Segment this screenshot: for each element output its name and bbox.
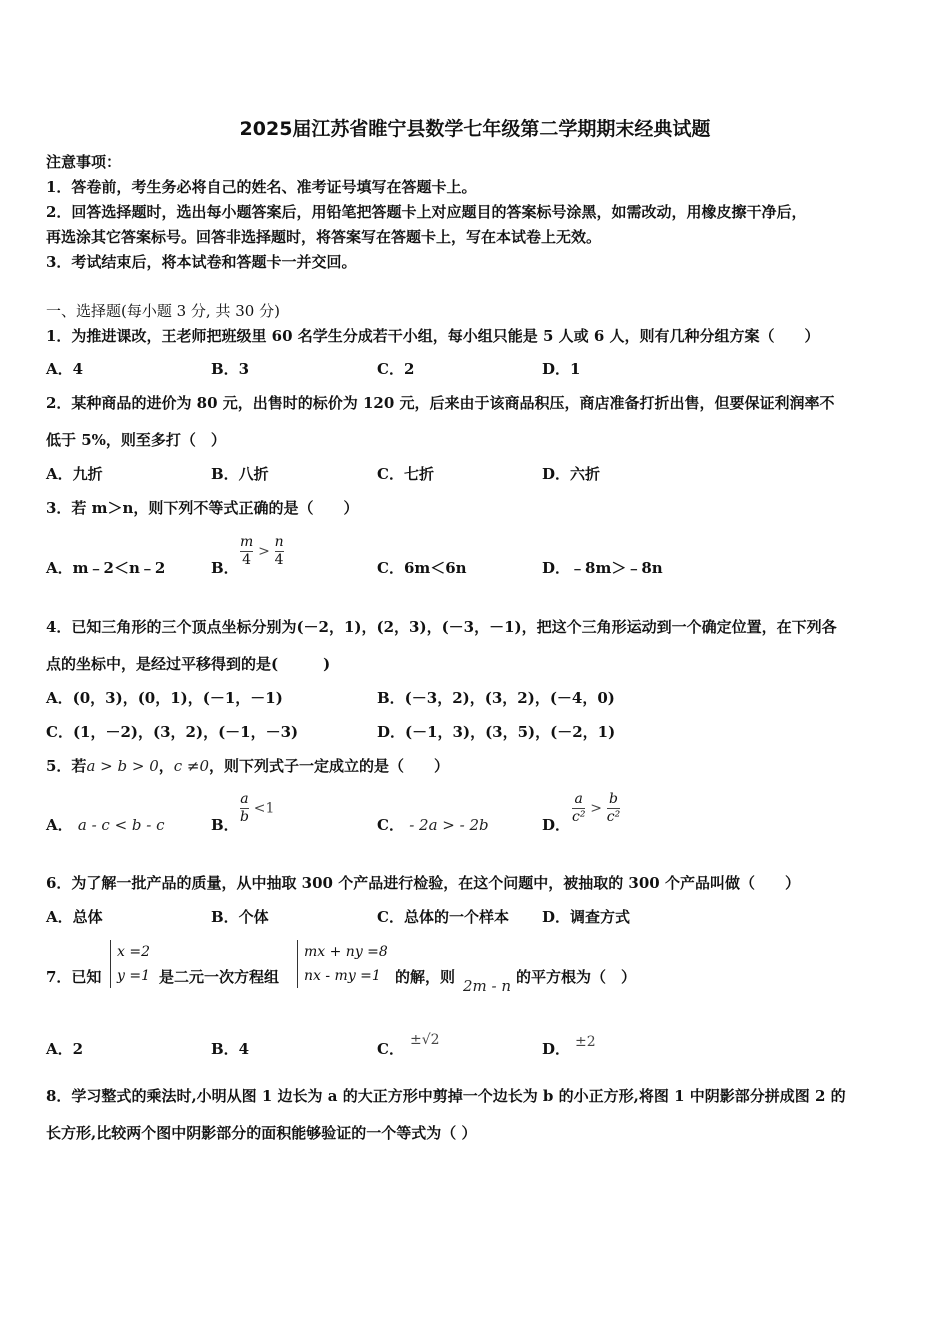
q7-option-d-label: D．	[542, 1040, 571, 1058]
q4-option-b: B．(－3，2)，(3，2)，(－4，0)	[377, 689, 615, 707]
q5-option-c: C． - 2a > - 2b	[377, 816, 489, 834]
page-title: 2025届江苏省睢宁县数学七年级第二学期期末经典试题	[239, 118, 711, 140]
q7-expression: 2m - n	[463, 977, 512, 995]
q7-equation-system: mx + ny =8 nx - my =1	[297, 940, 388, 988]
q6-option-c: C．总体的一个样本	[377, 908, 509, 926]
q3-b-den1: 4	[242, 552, 252, 568]
notice-item-3: 3．考试结束后，将本试卷和答题卡一并交回。	[46, 253, 357, 271]
q2-stem-line1: 2．某种商品的进价为 80 元，出售时的标价为 120 元，后来由于该商品积压，商店准备打折出售，但要保证利润率不	[46, 394, 835, 412]
q5-option-a: A． a - c < b - c	[46, 816, 165, 834]
q1-stem: 1．为推进课改，王老师把班级里 60 名学生分成若干小组，每小组只能是 5 人或 6 人，则有几种分组方案（ ）	[46, 327, 820, 345]
q3-b-num1: m	[240, 534, 254, 550]
q6-option-b: B．个体	[211, 908, 269, 926]
q7-option-b: B．4	[211, 1040, 250, 1058]
q2-option-c: C．七折	[377, 465, 434, 483]
q5-option-b-label: B．	[211, 816, 239, 834]
q4-option-a: A．(0，3)，(0，1)，(－1，－1)	[46, 689, 283, 707]
q1-option-a: A．4	[46, 360, 84, 378]
q7-option-d-math: ±2	[575, 1034, 596, 1050]
q5-stem: 5．若a > b > 0，c ≠0，则下列式子一定成立的是（ ）	[46, 757, 450, 775]
q5-option-d-label: D．	[542, 816, 571, 834]
q6-option-d: D．调查方式	[542, 908, 631, 926]
q4-option-d: D．(－1，3)，(3，5)，(－2，1)	[377, 723, 616, 741]
notice-item-1: 1．答卷前，考生务必将自己的姓名、准考证号填写在答题卡上。	[46, 178, 477, 196]
q3-option-d: D．﹣8m＞﹣8n	[542, 559, 663, 577]
section-heading: 一、选择题(每小题 3 分, 共 30 分)	[46, 302, 280, 320]
q5-condition-1: a > b > 0	[86, 757, 159, 775]
q3-option-b-label: B．	[211, 559, 239, 577]
q7-mid: 是二元一次方程组	[159, 968, 280, 986]
q6-option-a: A．总体	[46, 908, 103, 926]
q2-stem-line2: 低于 5%，则至多打（ ）	[46, 431, 226, 449]
q2-option-d: D．六折	[542, 465, 601, 483]
q3-option-b-math	[240, 534, 284, 569]
q7-option-c-label: C．	[377, 1040, 404, 1058]
q4-stem-line2: 点的坐标中，是经过平移得到的是( )	[46, 655, 331, 673]
q4-stem-line1: 4．已知三角形的三个顶点坐标分别为(－2，1)，(2，3)，(－3，－1)，把这个三角形运动到一个确定位置，在下列各	[46, 618, 837, 636]
q1-option-b: B．3	[211, 360, 250, 378]
q3-option-c: C．6m＜6n	[377, 559, 467, 577]
q7-option-a: A．2	[46, 1040, 84, 1058]
q2-option-a: A．九折	[46, 465, 103, 483]
q3-b-op: >	[258, 543, 270, 560]
q1-option-c: C．2	[377, 360, 415, 378]
q8-stem-line2: 长方形,比较两个图中阴影部分的面积能够验证的一个等式为（ ）	[46, 1124, 477, 1142]
notice-item-2-cont: 再选涂其它答案标号。回答非选择题时，将答案写在答题卡上，写在本试卷上无效。	[46, 228, 602, 246]
q7-mid2: 的解，则	[395, 968, 456, 986]
q6-stem: 6．为了解一批产品的质量，从中抽取 300 个产品进行检验，在这个问题中，被抽取的 300 个产品叫做（ ）	[46, 874, 800, 892]
q7-solution-system: x =2 y =1	[110, 940, 150, 988]
q3-stem: 3．若 m＞n，则下列不等式正确的是（ ）	[46, 499, 359, 517]
q5-option-d-math: $\frac{a}{\text{c²}}$ > $\frac{b}{\text{c²}}$	[572, 791, 621, 825]
q4-option-c: C．(1，－2)，(3，2)，(－1，－3)	[46, 723, 299, 741]
q2-option-b: B．八折	[211, 465, 269, 483]
q3-option-a: A．m﹣2＜n﹣2	[46, 559, 166, 577]
notice-item-2: 2．回答选择题时，选出每小题答案后，用铅笔把答题卡上对应题目的答案标号涂黑，如需改动，用橡皮擦干净后，	[46, 203, 807, 221]
q7-prefix: 7．已知	[46, 968, 102, 986]
q1-option-d: D．1	[542, 360, 581, 378]
q7-suffix: 的平方根为（ ）	[516, 968, 637, 986]
q5-condition-2: c ≠0	[173, 757, 210, 775]
notice-heading: 注意事项：	[46, 153, 122, 171]
q7-option-c-math: ±√2	[410, 1032, 440, 1048]
q5-option-b-math: $\frac{a}{b}$ <1	[240, 791, 275, 825]
q3-b-num2: n	[274, 534, 284, 550]
q3-b-den2: 4	[274, 552, 284, 568]
q8-stem-line1: 8．学习整式的乘法时,小明从图 1 边长为 a 的大正方形中剪掉一个边长为 b 的小正方形,将图 1 中阴影部分拼成图 2 的	[46, 1087, 846, 1105]
